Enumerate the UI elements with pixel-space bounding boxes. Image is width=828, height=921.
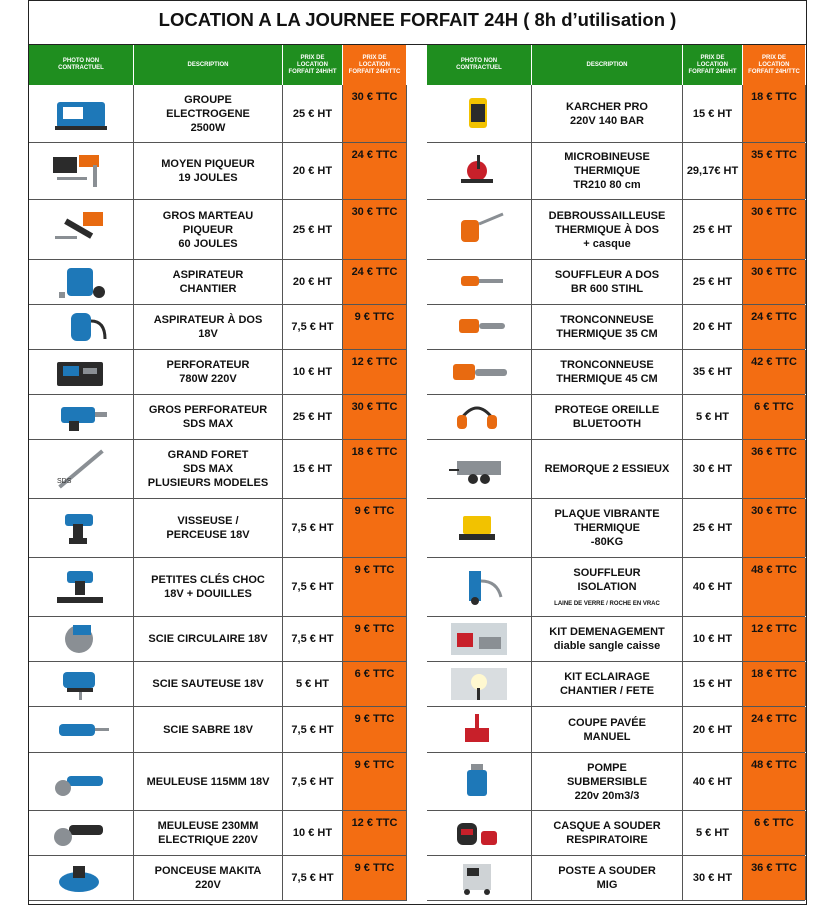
description-cell — [532, 558, 683, 616]
description-line: 780W 220V — [179, 373, 237, 385]
table-row — [427, 305, 805, 350]
jigsaw-icon — [49, 664, 113, 704]
price-ht: 20 € HT — [683, 305, 743, 349]
price-ttc: 18 € TTC — [343, 440, 407, 498]
header-price-ttc — [343, 45, 407, 85]
description-line: SDS MAX — [182, 418, 234, 430]
description-line: MEULEUSE 115MM 18V — [146, 775, 270, 788]
price-ht: 35 € HT — [683, 350, 743, 394]
price-ht: 5 € HT — [683, 395, 743, 439]
price-ttc: 9 € TTC — [343, 499, 407, 557]
price-ttc: 30 € TTC — [343, 200, 407, 259]
paver-cutter-icon — [447, 710, 511, 750]
photo-cell — [29, 662, 134, 706]
photo-cell — [29, 350, 134, 394]
header-line: DESCRIPTION — [586, 61, 628, 68]
price-ht: 29,17€ HT — [683, 143, 743, 199]
price-ht: 7,5 € HT — [283, 558, 343, 616]
description-cell — [532, 811, 683, 855]
description-cell — [532, 440, 683, 498]
description-line: RESPIRATOIRE — [566, 834, 648, 846]
description-cell — [134, 395, 283, 439]
price-ttc: 30 € TTC — [743, 499, 806, 557]
photo-cell — [427, 558, 532, 616]
price-ttc: 24 € TTC — [343, 260, 407, 304]
price-ht: 40 € HT — [683, 753, 743, 810]
photo-cell — [427, 260, 532, 304]
description-cell — [532, 260, 683, 304]
table-row — [427, 85, 805, 143]
description-line: CHANTIER / FETE — [559, 685, 655, 697]
header-line: PRIX DE — [300, 54, 325, 61]
price-ttc: 24 € TTC — [343, 143, 407, 199]
description-line: THERMIQUE 45 CM — [556, 373, 658, 385]
description-line: MEULEUSE 230MM — [157, 820, 259, 832]
header-line: PHOTO NON — [460, 58, 498, 64]
table-row — [29, 856, 407, 901]
description-line: PIQUEUR — [182, 223, 234, 236]
description-cell — [134, 440, 283, 498]
description-line: PETITES CLÉS CHOC — [151, 574, 265, 586]
photo-cell — [29, 617, 134, 661]
description-cell — [532, 856, 683, 900]
submersible-pump-icon — [447, 762, 511, 802]
leaf-blower-icon — [447, 262, 511, 302]
table-row — [427, 558, 805, 617]
description-line: MOYEN PIQUEUR — [161, 158, 255, 170]
header-description — [532, 45, 683, 85]
header-line: FORFAIT 24H/HT — [688, 68, 737, 75]
backpack-vacuum-icon — [49, 307, 113, 347]
table-row — [427, 753, 805, 811]
table-row — [427, 350, 805, 395]
header-price-ht — [683, 45, 743, 85]
table-row — [427, 617, 805, 662]
price-ttc: 30 € TTC — [743, 260, 806, 304]
price-ht: 15 € HT — [683, 85, 743, 142]
photo-cell — [427, 305, 532, 349]
price-ht: 25 € HT — [683, 200, 743, 259]
description-cell — [134, 811, 283, 855]
description-cell — [134, 707, 283, 752]
price-ht: 7,5 € HT — [283, 617, 343, 661]
table-row — [29, 260, 407, 305]
table-row — [29, 662, 407, 707]
description-line: diable sangle caisse — [553, 640, 661, 652]
header-line: LOCATION — [697, 61, 728, 68]
price-ttc: 9 € TTC — [343, 558, 407, 616]
pressure-washer-icon — [447, 94, 511, 134]
header-line: LOCATION — [359, 61, 390, 68]
description-line: + casque — [583, 237, 631, 250]
description-line: THERMIQUE À DOS — [555, 223, 659, 236]
price-ht: 15 € HT — [683, 662, 743, 706]
generator-icon — [49, 94, 113, 134]
header-photo — [29, 45, 134, 85]
description-line: PERCEUSE 18V — [166, 529, 250, 541]
ear-defenders-icon — [447, 397, 511, 437]
price-ttc: 24 € TTC — [743, 707, 806, 752]
photo-cell — [427, 200, 532, 259]
description-line: REMORQUE 2 ESSIEUX — [544, 463, 670, 475]
vacuum-icon — [49, 262, 113, 302]
table-row — [427, 440, 805, 499]
description-line: GROS PERFORATEUR — [148, 404, 268, 416]
description-line: SOUFFLEUR — [573, 567, 641, 579]
price-ttc: 35 € TTC — [743, 143, 806, 199]
description-line: ELECTRIQUE 220V — [158, 834, 258, 846]
description-line: TRONCONNEUSE — [560, 359, 654, 371]
orbital-sander-icon — [49, 858, 113, 898]
price-ht: 30 € HT — [683, 856, 743, 900]
price-ttc: 36 € TTC — [743, 856, 806, 900]
description-line: 220V 140 BAR — [570, 114, 644, 127]
photo-cell — [427, 856, 532, 900]
header-line: FORFAIT 24H/TTC — [348, 68, 401, 75]
description-cell — [134, 85, 283, 142]
table-row — [29, 85, 407, 143]
header-line: PHOTO NON — [62, 58, 100, 64]
angle-grinder-icon — [49, 762, 113, 802]
chainsaw-large-icon — [447, 352, 511, 392]
price-ht: 30 € HT — [683, 440, 743, 498]
price-ht: 20 € HT — [283, 143, 343, 199]
photo-cell — [427, 662, 532, 706]
table-row — [427, 856, 805, 901]
price-ttc: 9 € TTC — [343, 305, 407, 349]
description-cell — [134, 499, 283, 557]
price-ttc: 6 € TTC — [743, 395, 806, 439]
description-line: PLUSIEURS MODELES — [147, 477, 269, 489]
photo-cell — [29, 200, 134, 259]
price-ttc: 30 € TTC — [343, 85, 407, 142]
table-row — [29, 200, 407, 260]
price-ht: 7,5 € HT — [283, 305, 343, 349]
price-ht: 25 € HT — [283, 85, 343, 142]
price-ht: 10 € HT — [283, 350, 343, 394]
header-line: PRIX DE — [362, 54, 387, 61]
reciprocating-saw-icon — [49, 710, 113, 750]
photo-cell — [427, 395, 532, 439]
photo-cell — [427, 499, 532, 557]
price-ttc: 42 € TTC — [743, 350, 806, 394]
price-ht: 20 € HT — [683, 707, 743, 752]
price-ht: 25 € HT — [283, 200, 343, 259]
price-ht: 40 € HT — [683, 558, 743, 616]
price-ttc: 12 € TTC — [743, 617, 806, 661]
description-line: ELECTROGENE — [166, 107, 250, 120]
photo-cell — [29, 440, 134, 498]
description-cell — [134, 662, 283, 706]
price-ttc: 48 € TTC — [743, 753, 806, 810]
table-row — [427, 395, 805, 440]
price-ttc: 9 € TTC — [343, 753, 407, 810]
description-line: 18V + DOUILLES — [164, 588, 252, 600]
description-cell — [532, 350, 683, 394]
description-line: SCIE SAUTEUSE 18V — [152, 678, 264, 690]
description-line: CASQUE A SOUDER — [553, 820, 661, 832]
description-line: GROUPE — [184, 93, 232, 106]
price-ttc: 30 € TTC — [343, 395, 407, 439]
description-line: PROTEGE OREILLE — [554, 404, 660, 416]
description-cell — [532, 143, 683, 199]
demolition-hammer-icon — [49, 151, 113, 191]
header-price-ht — [283, 45, 343, 85]
description-line: COUPE PAVÉE — [568, 716, 646, 729]
table-row — [29, 395, 407, 440]
impact-wrench-icon — [49, 567, 113, 607]
price-ht: 7,5 € HT — [283, 856, 343, 900]
description-line: TR210 80 cm — [573, 179, 641, 191]
description-line: KIT DEMENAGEMENT — [549, 626, 665, 638]
photo-cell — [29, 395, 134, 439]
description-line: 19 JOULES — [178, 172, 238, 184]
photo-cell — [427, 707, 532, 752]
description-line: SCIE SABRE 18V — [163, 723, 253, 736]
table-row — [427, 143, 805, 200]
mig-welder-icon — [447, 858, 511, 898]
description-cell — [134, 558, 283, 616]
price-ttc: 24 € TTC — [743, 305, 806, 349]
description-line: GROS MARTEAU — [162, 209, 254, 222]
description-line: SOUFFLEUR A DOS — [554, 269, 660, 281]
price-ht: 10 € HT — [683, 617, 743, 661]
description-cell — [532, 499, 683, 557]
price-ht: 25 € HT — [683, 260, 743, 304]
photo-cell — [427, 143, 532, 199]
description-note: LAINE DE VERRE / ROCHE EN VRAC — [554, 601, 660, 607]
description-line: POSTE A SOUDER — [558, 865, 656, 877]
description-line: SUBMERSIBLE — [566, 775, 648, 788]
photo-cell — [427, 811, 532, 855]
price-ht: 25 € HT — [683, 499, 743, 557]
plate-compactor-icon — [447, 508, 511, 548]
table-row — [427, 499, 805, 558]
description-line: BR 600 STIHL — [570, 283, 644, 295]
description-line: MANUEL — [583, 730, 631, 743]
price-ht: 5 € HT — [683, 811, 743, 855]
description-line: SCIE CIRCULAIRE 18V — [148, 633, 268, 645]
photo-cell — [29, 753, 134, 810]
photo-cell — [29, 85, 134, 142]
description-cell — [134, 350, 283, 394]
price-sheet — [28, 0, 807, 905]
header-line: LOCATION — [758, 61, 790, 68]
photo-cell — [29, 499, 134, 557]
header-price-ttc — [743, 45, 806, 85]
description-cell — [134, 260, 283, 304]
description-cell — [134, 143, 283, 199]
tiller-icon — [447, 151, 511, 191]
table-row — [29, 499, 407, 558]
price-ttc: 18 € TTC — [743, 662, 806, 706]
table-row — [427, 200, 805, 260]
table-row — [29, 707, 407, 753]
description-line: ASPIRATEUR — [172, 269, 244, 281]
header-line: PRIX DE — [761, 54, 786, 61]
price-ttc: 36 € TTC — [743, 440, 806, 498]
price-ttc: 6 € TTC — [343, 662, 407, 706]
table-row — [29, 305, 407, 350]
description-line: POMPE — [587, 761, 627, 774]
brushcutter-icon — [447, 210, 511, 250]
header-line: DESCRIPTION — [187, 61, 229, 68]
description-line: CHANTIER — [179, 283, 237, 295]
price-ttc: 30 € TTC — [743, 200, 806, 259]
photo-cell — [427, 753, 532, 810]
price-ht: 7,5 € HT — [283, 707, 343, 752]
table-row — [29, 753, 407, 811]
circular-saw-icon — [49, 619, 113, 659]
description-cell — [134, 753, 283, 810]
price-ht: 7,5 € HT — [283, 499, 343, 557]
header-line: CONTRACTUEL — [456, 65, 502, 71]
header-line: LOCATION — [297, 61, 328, 68]
description-cell — [532, 200, 683, 259]
price-ht: 20 € HT — [283, 260, 343, 304]
description-line: THERMIQUE — [574, 522, 640, 534]
description-line: DEBROUSSAILLEUSE — [548, 209, 666, 222]
description-cell — [532, 305, 683, 349]
table-row — [427, 811, 805, 856]
header-line: FORFAIT 24H/TTC — [748, 68, 800, 75]
photo-cell — [29, 305, 134, 349]
large-grinder-icon — [49, 813, 113, 853]
cordless-drill-icon — [49, 508, 113, 548]
description-cell — [532, 617, 683, 661]
description-line: 220V — [195, 879, 221, 891]
header-description — [134, 45, 283, 85]
description-line: ASPIRATEUR À DOS — [153, 314, 263, 326]
description-line: PLAQUE VIBRANTE — [554, 508, 660, 520]
price-ttc: 12 € TTC — [343, 350, 407, 394]
price-ttc: 9 € TTC — [343, 707, 407, 752]
photo-cell — [29, 260, 134, 304]
description-cell — [532, 707, 683, 752]
description-cell — [134, 305, 283, 349]
description-line: 2500W — [190, 121, 226, 134]
photo-cell — [29, 707, 134, 752]
description-line: PERFORATEUR — [166, 359, 250, 371]
description-line: -80KG — [590, 536, 624, 548]
insulation-blower-icon — [447, 567, 511, 607]
table-row — [29, 617, 407, 662]
welding-helmet-icon — [447, 813, 511, 853]
moving-kit-icon — [447, 619, 511, 659]
description-cell — [532, 753, 683, 810]
price-ttc: 12 € TTC — [343, 811, 407, 855]
description-line: 18V — [198, 328, 218, 340]
header-photo — [427, 45, 532, 85]
header-line: PRIX DE — [700, 54, 725, 61]
chainsaw-small-icon — [447, 307, 511, 347]
table-row — [29, 811, 407, 856]
breaker-hammer-icon — [49, 210, 113, 250]
price-ht: 10 € HT — [283, 811, 343, 855]
page-title: LOCATION A LA JOURNEE FORFAIT 24H ( 8h d’utilisation ) — [29, 1, 806, 45]
description-line: THERMIQUE 35 CM — [556, 328, 658, 340]
price-ttc: 9 € TTC — [343, 856, 407, 900]
description-cell — [134, 617, 283, 661]
description-cell — [532, 85, 683, 142]
photo-cell — [427, 350, 532, 394]
description-line: SDS MAX — [182, 463, 234, 475]
description-line: 60 JOULES — [178, 237, 238, 250]
description-line: KARCHER PRO — [566, 100, 648, 113]
description-line: ISOLATION — [577, 581, 637, 593]
photo-cell — [29, 811, 134, 855]
price-ht: 25 € HT — [283, 395, 343, 439]
header-line: CONTRACTUEL — [58, 65, 104, 71]
price-ht: 7,5 € HT — [283, 753, 343, 810]
lighting-kit-icon — [447, 664, 511, 704]
photo-cell — [29, 856, 134, 900]
description-cell — [532, 395, 683, 439]
description-line: PONCEUSE MAKITA — [154, 865, 262, 877]
table-row — [29, 558, 407, 617]
svg-text:SDS: SDS — [57, 478, 72, 485]
header-line: FORFAIT 24H/HT — [288, 68, 337, 75]
price-ht: 15 € HT — [283, 440, 343, 498]
table-row — [427, 707, 805, 753]
price-ttc: 6 € TTC — [743, 811, 806, 855]
description-cell — [532, 662, 683, 706]
photo-cell — [29, 558, 134, 616]
description-line: TRONCONNEUSE — [560, 314, 654, 326]
table-row — [29, 350, 407, 395]
trailer-icon — [447, 449, 511, 489]
description-cell — [134, 200, 283, 259]
table-row — [427, 260, 805, 305]
price-ttc: 18 € TTC — [743, 85, 806, 142]
photo-cell — [427, 85, 532, 142]
photo-cell — [427, 617, 532, 661]
description-line: GRAND FORET — [167, 449, 249, 461]
description-line: 220v 20m3/3 — [574, 789, 640, 802]
drill-bit-icon — [49, 449, 113, 489]
price-ttc: 9 € TTC — [343, 617, 407, 661]
rotary-hammer-icon — [49, 397, 113, 437]
description-line: THERMIQUE — [574, 165, 640, 177]
description-line: MICROBINEUSE — [564, 151, 650, 163]
description-line: VISSEUSE / — [177, 515, 239, 527]
table-row — [29, 440, 407, 499]
photo-cell — [427, 440, 532, 498]
description-cell — [134, 856, 283, 900]
table-row — [29, 143, 407, 200]
description-line: MIG — [596, 879, 618, 891]
price-ttc: 48 € TTC — [743, 558, 806, 616]
photo-cell — [29, 143, 134, 199]
price-ht: 5 € HT — [283, 662, 343, 706]
drill-case-icon — [49, 352, 113, 392]
description-line: BLUETOOTH — [572, 418, 642, 430]
table-row — [427, 662, 805, 707]
description-line: KIT ECLAIRAGE — [564, 671, 650, 683]
